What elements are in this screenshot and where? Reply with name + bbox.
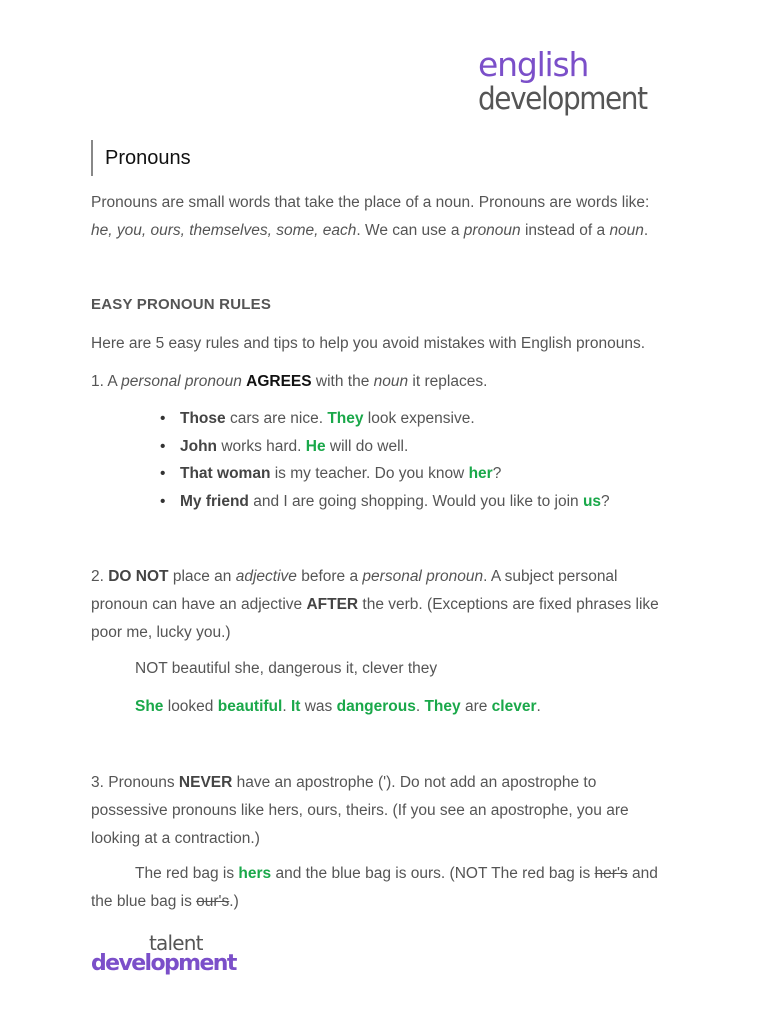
rule3-ex-mid2: and the blue bag is [91, 865, 658, 910]
rule2-place-an: place an [168, 568, 236, 585]
list-item [160, 488, 680, 516]
rule1-num: 1. A [91, 373, 122, 390]
intro-pronoun: pronoun [463, 222, 521, 239]
logo-word-talent: talent [149, 931, 203, 955]
rule2-example [135, 693, 675, 721]
rule1-examples-list [160, 405, 680, 515]
ex-dot2: . [415, 698, 425, 715]
bullet-end: look expensive. [363, 410, 475, 427]
english-development-logo [478, 45, 678, 117]
rule2-personal-pronoun: personal pronoun [362, 568, 484, 585]
logo-word-development: development [478, 81, 647, 117]
ex-they: They [424, 698, 461, 715]
rule3-rest: have an apostrophe ('). Do not add an apostrophe to possessive pronouns like hers, ours, theirs. (If you see an apostrophe, you are looking at a contraction.) [91, 774, 629, 847]
list-item [160, 405, 680, 433]
rule3-num: 3. Pronouns [91, 774, 179, 791]
rule1-with-the: with the [311, 373, 374, 390]
bullet-end: ? [492, 465, 502, 482]
rule2-not-line: NOT beautiful she, dangerous it, clever they [135, 660, 438, 677]
ex-it: It [290, 698, 301, 715]
rule2-adjective: adjective [235, 568, 297, 585]
ex-clever: clever [491, 698, 537, 715]
rule2-after: AFTER [306, 596, 359, 613]
section-title: EASY PRONOUN RULES [91, 296, 272, 313]
page-title-text: Pronouns [105, 147, 191, 169]
bullet-subject: That woman [180, 465, 271, 482]
ex-are: are [460, 698, 492, 715]
ex-dangerous: dangerous [336, 698, 416, 715]
rule3-ex-mid: and the blue bag is ours. (NOT The red bag is [271, 865, 595, 882]
ex-looked: looked [163, 698, 218, 715]
ex-dot1: . [282, 698, 291, 715]
intro-examples: he, you, ours, themselves, some, each [91, 222, 357, 239]
intro-noun: noun [609, 222, 644, 239]
logo-word-development: development [91, 951, 236, 976]
bullet-pronoun: They [327, 410, 364, 427]
rule3-never: NEVER [178, 774, 233, 791]
ex-was: was [300, 698, 337, 715]
bullet-end: ? [601, 492, 610, 510]
rule3-hers-wrong: her's [594, 865, 628, 882]
bullet-end: will do well. [325, 437, 409, 455]
rule1-noun: noun [373, 373, 409, 390]
rule2-before-a: before a [296, 568, 363, 585]
bullet-mid: is my teacher. Do you know [270, 465, 469, 482]
rule-1 [91, 368, 671, 396]
bullet-pronoun: He [305, 437, 326, 455]
page-title [91, 140, 191, 176]
rule3-example [91, 860, 671, 916]
rule2-do-not: DO NOT [108, 568, 169, 585]
rule-3 [91, 769, 671, 853]
talent-development-logo [91, 931, 236, 976]
rule3-ours-wrong: our's [196, 893, 230, 910]
ex-beautiful: beautiful [217, 698, 283, 715]
logo-word-english: english [478, 45, 589, 84]
tips-intro: Here are 5 easy rules and tips to help you avoid mistakes with English pronouns. [91, 335, 645, 352]
rule3-ex-start: The red bag is [135, 865, 239, 882]
intro-paragraph [91, 189, 671, 245]
list-item [160, 433, 680, 461]
intro-mid: . We can use a [356, 222, 464, 239]
list-item [160, 460, 680, 488]
rule3-ex-end: .) [229, 893, 239, 910]
rule3-hers: hers [238, 865, 272, 882]
bullet-subject: John [180, 437, 218, 455]
ex-she: She [135, 698, 164, 715]
intro-end: . [643, 222, 649, 239]
bullet-mid: works hard. [217, 437, 306, 455]
bullet-subject: Those [180, 410, 226, 427]
rule1-agrees: AGREES [246, 373, 312, 390]
bullet-mid: cars are nice. [225, 410, 328, 427]
rule1-personal-pronoun: personal pronoun [121, 373, 242, 390]
ex-dot3: . [536, 698, 541, 715]
rule2-rest1: . A subject personal pronoun can have an adjective [91, 568, 618, 613]
bullet-pronoun: us [582, 492, 602, 510]
rule1-it-replaces: it replaces. [408, 373, 488, 390]
rule2-rest2: the verb. (Exceptions are fixed phrases like poor me, lucky you.) [91, 596, 659, 641]
intro-line1: Pronouns are small words that take the place of a noun. Pronouns are words like: [91, 194, 650, 211]
bullet-pronoun: her [468, 465, 493, 482]
bullet-mid: and I are going shopping. Would you like to join [248, 492, 583, 510]
intro-instead: instead of a [520, 222, 610, 239]
bullet-subject: My friend [180, 492, 249, 510]
rule-2 [91, 563, 671, 647]
rule2-num: 2. [91, 568, 109, 585]
